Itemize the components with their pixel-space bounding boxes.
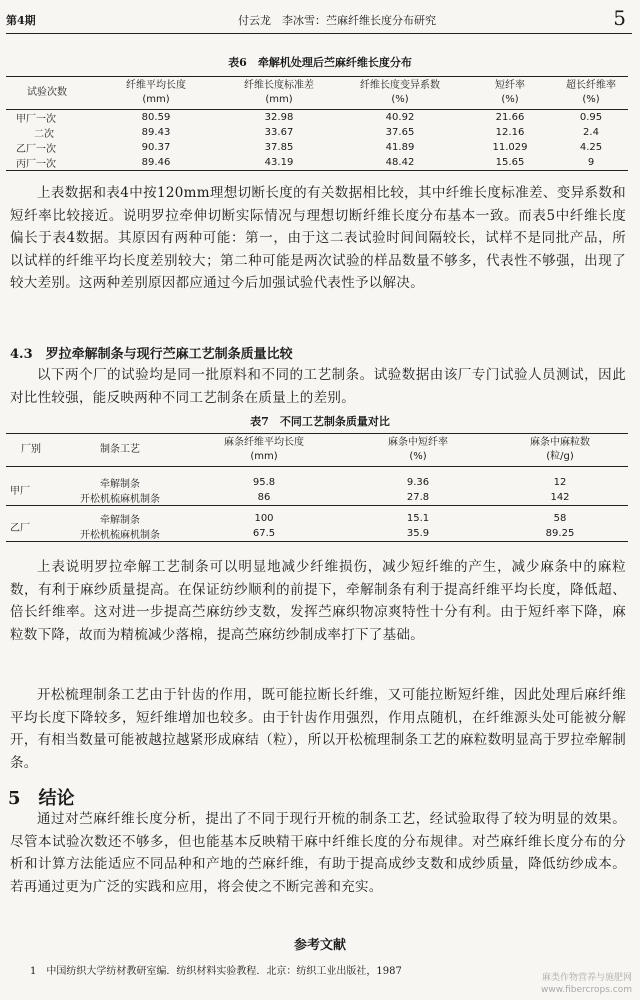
table6-header-cell: 试验次数 bbox=[27, 87, 67, 98]
table-cell: 27.8 bbox=[406, 491, 430, 503]
table-cell: 90.37 bbox=[141, 142, 171, 153]
table-cell: 15.65 bbox=[495, 157, 525, 168]
table-row bbox=[6, 155, 628, 171]
table6-header-cell: 超长纤维率 (%) bbox=[566, 80, 616, 105]
table-cell: 0.95 bbox=[579, 112, 603, 123]
table-row bbox=[6, 110, 628, 126]
watermark: 麻类作物营养与施肥网 www.fibercrops.com bbox=[541, 973, 632, 995]
table7-header-cell: 麻条中短纤率 (%) bbox=[388, 437, 448, 462]
table-cell: 142 bbox=[550, 491, 570, 503]
row-label: 二次 bbox=[34, 129, 54, 140]
table7-caption: 表7 不同工艺制条质量对比 bbox=[250, 415, 390, 428]
factory-label: 乙厂 bbox=[10, 522, 30, 534]
body-paragraph: 通过对苎麻纤维长度分析，提出了不同于现行开梳的制条工艺，经试验取得了较为明显的效果。尽管本试验次数还不够多，但也能基本反映精干麻中纤维长度的分布规律。对苎麻纤维长度分布的分析和计算方法能适应不同品种和产地的苎麻纤维，有助于提高成纱支数和成纱质量，降低纺纱成本。若再通过更为广泛的实践和应用，将会使之不断完善和充实。 bbox=[10, 811, 626, 895]
table-cell: 12 bbox=[553, 476, 567, 488]
section-heading-4-3: 4.3 罗拉牵解制条与现行苎麻工艺制条质量比较 bbox=[10, 347, 293, 362]
table-row bbox=[6, 511, 628, 526]
table7 bbox=[6, 433, 628, 542]
table-cell: 89.25 bbox=[545, 528, 575, 539]
table-row bbox=[6, 125, 628, 140]
table-cell: 33.67 bbox=[264, 127, 294, 138]
table-cell: 牵解制条 bbox=[100, 478, 140, 490]
table-row bbox=[6, 140, 628, 155]
table-cell: 12.16 bbox=[495, 127, 525, 138]
row-label: 甲厂一次 bbox=[16, 114, 56, 125]
table7-header-row bbox=[6, 434, 628, 467]
table-cell: 11.029 bbox=[492, 142, 528, 153]
reference-item: 1 中国纺织大学纺材教研室编．纺织材料实验教程．北京：纺织工业出版社，1987 bbox=[30, 966, 402, 977]
table-cell: 牵解制条 bbox=[100, 515, 140, 526]
table-cell: 开松机梳麻机制条 bbox=[80, 493, 160, 505]
header-rule bbox=[6, 33, 632, 34]
table6-header-row bbox=[6, 77, 628, 110]
body-paragraph: 上表数据和表4中按120mm理想切断长度的有关数据相比较，其中纤维长度标准差、变异系数和短纤率比较接近。说明罗拉牵伸切断实际情况与理想切断纤维长度分布基本一致。而表5中纤维长度偏长于表4数据。其原因有两种可能：第一，由于这二表试验时间间隔较长，试样不是同批产品，所以试样的纤维平均长度差别较大；第二种可能是两次试验的样品数量不够多，代表性不够强，出现了较大差别。这两种差别原因都应通过今后加强试验代表性予以解决。 bbox=[10, 185, 626, 292]
running-header bbox=[6, 6, 626, 32]
table-cell: 21.66 bbox=[495, 112, 525, 123]
table-cell: 32.98 bbox=[264, 112, 294, 123]
section-heading-5: 5 结论 bbox=[8, 788, 75, 809]
row-label: 乙厂一次 bbox=[16, 144, 56, 155]
table6 bbox=[6, 76, 628, 171]
page-number: 5 bbox=[613, 6, 626, 30]
running-title: 付云龙 李冰雪：苎麻纤维长度分布研究 bbox=[238, 14, 436, 27]
table-cell: 86 bbox=[257, 491, 271, 503]
table6-header-cell: 纤维长度变异系数 (%) bbox=[360, 80, 440, 105]
table-cell: 9 bbox=[587, 157, 595, 168]
table-cell: 37.85 bbox=[264, 142, 294, 153]
table-cell: 35.9 bbox=[406, 528, 430, 539]
table6-header-cell: 纤维平均长度 (mm) bbox=[126, 80, 186, 105]
table-row bbox=[6, 475, 628, 490]
table6-caption: 表6 牵解机处理后苎麻纤维长度分布 bbox=[228, 56, 412, 69]
body-paragraph: 以下两个厂的试验均是同一批原料和不同的工艺制条。试验数据由该厂专门试验人员测试，因此对比性较强，能反映两种不同工艺制条在质量上的差别。 bbox=[10, 367, 626, 406]
table-row bbox=[6, 526, 628, 542]
table-row bbox=[6, 490, 628, 506]
table-cell: 2.4 bbox=[583, 127, 599, 138]
table-cell: 89.46 bbox=[141, 157, 171, 168]
table-cell: 67.5 bbox=[252, 528, 276, 539]
table-cell: 43.19 bbox=[264, 157, 294, 168]
table-cell: 15.1 bbox=[406, 513, 430, 524]
table-cell: 48.42 bbox=[385, 157, 415, 168]
table7-header-cell: 厂别 bbox=[21, 444, 41, 455]
table7-header-cell: 麻条中麻粒数 (粒/g) bbox=[530, 437, 590, 462]
table-cell: 100 bbox=[254, 513, 274, 524]
table-cell: 89.43 bbox=[141, 127, 171, 138]
body-paragraph: 开松梳理制条工艺由于针齿的作用，既可能拉断长纤维，又可能拉断短纤维，因此处理后麻纤维平均长度下降较多，短纤维增加也较多。由于针齿作用强烈，作用点随机，在纤维源头处可能被分解开，有相当数量可能被越拉越紧形成麻结（粒），所以开松梳理制条工艺的麻粒数明显高于罗拉牵解制条。 bbox=[10, 687, 626, 771]
table6-header-cell: 纤维长度标准差 (mm) bbox=[244, 80, 314, 105]
table-cell: 9.36 bbox=[406, 476, 430, 488]
table7-header-cell: 麻条纤维平均长度 (mm) bbox=[224, 437, 304, 462]
factory-label: 甲厂 bbox=[10, 486, 30, 497]
table6-header-cell: 短纤率 (%) bbox=[495, 80, 525, 105]
issue-label: 第4期 bbox=[6, 14, 36, 27]
table-cell: 80.59 bbox=[141, 112, 171, 123]
table-cell: 58 bbox=[553, 513, 567, 524]
table-cell: 4.25 bbox=[579, 142, 603, 153]
body-paragraph: 上表说明罗拉牵解工艺制条可以明显地减少纤维损伤，减少短纤维的产生，减少麻条中的麻粒数，有利于麻纱质量提高。在保证纺纱顺利的前提下，牵解制条有利于提高纤维平均长度，降低超、倍长纤维率。这对进一步提高苎麻纺纱支数，发挥苎麻织物凉爽特性十分有利。由于短纤率下降，麻粒数下降，故而为精梳减少落棉，提高苎麻纺纱制成率打下了基础。 bbox=[10, 559, 626, 643]
table-cell: 37.65 bbox=[385, 127, 415, 138]
table7-header-cell: 制条工艺 bbox=[100, 444, 140, 455]
table-cell: 开松机梳麻机制条 bbox=[80, 530, 160, 541]
table-cell: 41.89 bbox=[385, 142, 415, 153]
row-label: 丙厂一次 bbox=[16, 159, 56, 170]
table-cell: 40.92 bbox=[385, 112, 415, 123]
table-cell: 95.8 bbox=[252, 476, 276, 488]
references-heading: 参考文献 bbox=[293, 938, 346, 953]
